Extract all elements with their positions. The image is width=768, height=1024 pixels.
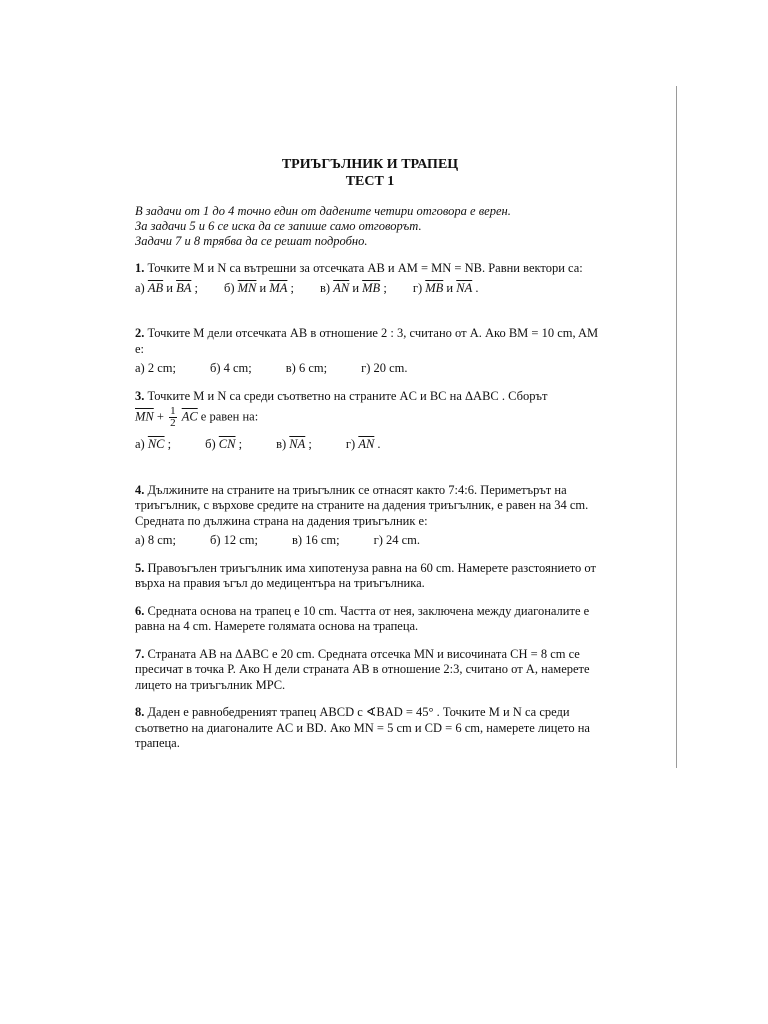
answer-option: б) 4 cm; [209,361,252,375]
answer-option: г) $\overline{MB}$ и $\overline{NA}$ . [412,280,479,295]
instructions [135,204,605,249]
instruction-line: За задачи 5 и 6 се иска да се запише само отговорът. [135,219,422,233]
question-text: Точките M и N са вътрешни за отсечката AB и AM = MN = NB. Равни вектори са: [147,261,583,275]
question-8 [135,705,605,752]
answer-option: б) $\overline{MN}$ и $\overline{MA}$ ; [223,280,294,295]
instruction-line: Задачи 7 и 8 трябва да се решат подробно. [135,234,368,248]
answer-option: в) $\overline{NA}$ ; [276,437,312,451]
question-number: 5. [135,560,145,575]
question-2 [135,326,605,377]
answer-option: г) $\overline{AN}$ . [345,437,381,451]
question-5 [135,561,605,592]
answer-options [135,533,605,549]
answer-option: в) 16 cm; [292,533,340,547]
question-text: Даден е равнобедреният трапец ABCD с ∢BAD = 45° . Точките M и N са среди съответно на диагоналите AC и BD. Ако MN = 5 cm и CD = 6 cm, намерете лицето на трапеца. [135,705,590,750]
answer-option: в) 6 cm; [285,361,328,375]
question-text: Страната AB на ΔABC е 20 cm. Средната отсечка MN и височината CH = 8 cm се пресичат в точка P. Ако H дели страната AB в отношение 2:3, считано от A, намерете лицето на триъгълник MPC. [135,646,590,692]
answer-options [135,281,605,297]
answer-option: г) 20 cm. [361,361,408,375]
question-6 [135,604,605,635]
vector: $\overline{AC}$ [181,409,198,424]
answer-option: г) 24 cm. [373,533,420,547]
vector-expression: $\overline{MN}$ + $\frac{1}{2}$ $\overline{AC}$ е равен на: [135,405,259,429]
answer-option: а) 2 cm; [135,361,176,375]
vector: $\overline{MN}$ [135,409,154,424]
question-number: 7. [135,646,145,661]
expression-tail: е равен на: [200,409,259,424]
question-number: 4. [135,482,145,497]
page-edge-line [676,86,677,768]
answer-options [135,361,605,377]
test-page [135,156,605,752]
question-number: 8. [135,705,145,719]
question-1 [135,261,605,296]
answer-option: а) $\overline{NC}$ ; [135,437,172,451]
question-text: Средната основа на трапец е 10 cm. Частта от нея, заключена между диагоналите е равна на 4 cm. Намерете голямата основа на трапеца. [135,603,590,633]
question-number: 2. [135,326,145,340]
page-title [135,156,605,190]
question-3 [135,389,605,453]
instruction-line: В задачи от 1 до 4 точно един от дадените четири отговора е верен. [135,204,511,218]
question-number: 1. [135,261,145,275]
fraction: $\frac{1}{2}$ [170,405,176,429]
question-number: 6. [135,603,145,618]
answer-option: а) $\overline{AB}$ и $\overline{BA}$ ; [135,280,198,295]
question-7 [135,647,605,694]
question-4 [135,483,605,549]
answer-option: а) 8 cm; [135,533,176,547]
answer-option: б) $\overline{CN}$ ; [205,437,243,451]
answer-option: в) $\overline{AN}$ и $\overline{MB}$ ; [320,280,387,295]
title-line-2: ТЕСТ 1 [345,174,395,189]
question-number: 3. [135,388,145,403]
answer-option: б) 12 cm; [209,533,258,547]
question-text: Дължините на страните на триъгълник се отнасят както 7:4:6. Периметърът на триъгълник, с върхове средите на страните на дадения триъгълник, е равен на 34 cm. Средната по дължина страна на дадения триъгълник е: [135,482,589,528]
question-text: Точките M и N са среди съответно на страните AC и BC на ΔABC . Сборът [147,388,548,403]
question-text: Правоъгълен триъгълник има хипотенуза равна на 60 cm. Намерете разстоянието от върха на правия ъгъл до медицентъра на триъгълника. [135,560,596,590]
title-line-1: ТРИЪГЪЛНИК И ТРАПЕЦ [281,157,459,172]
question-text: Точките M дели отсечката AB в отношение 2 : 3, считано от A. Ако BM = 10 cm, AM е: [135,326,599,356]
answer-options [135,437,605,453]
